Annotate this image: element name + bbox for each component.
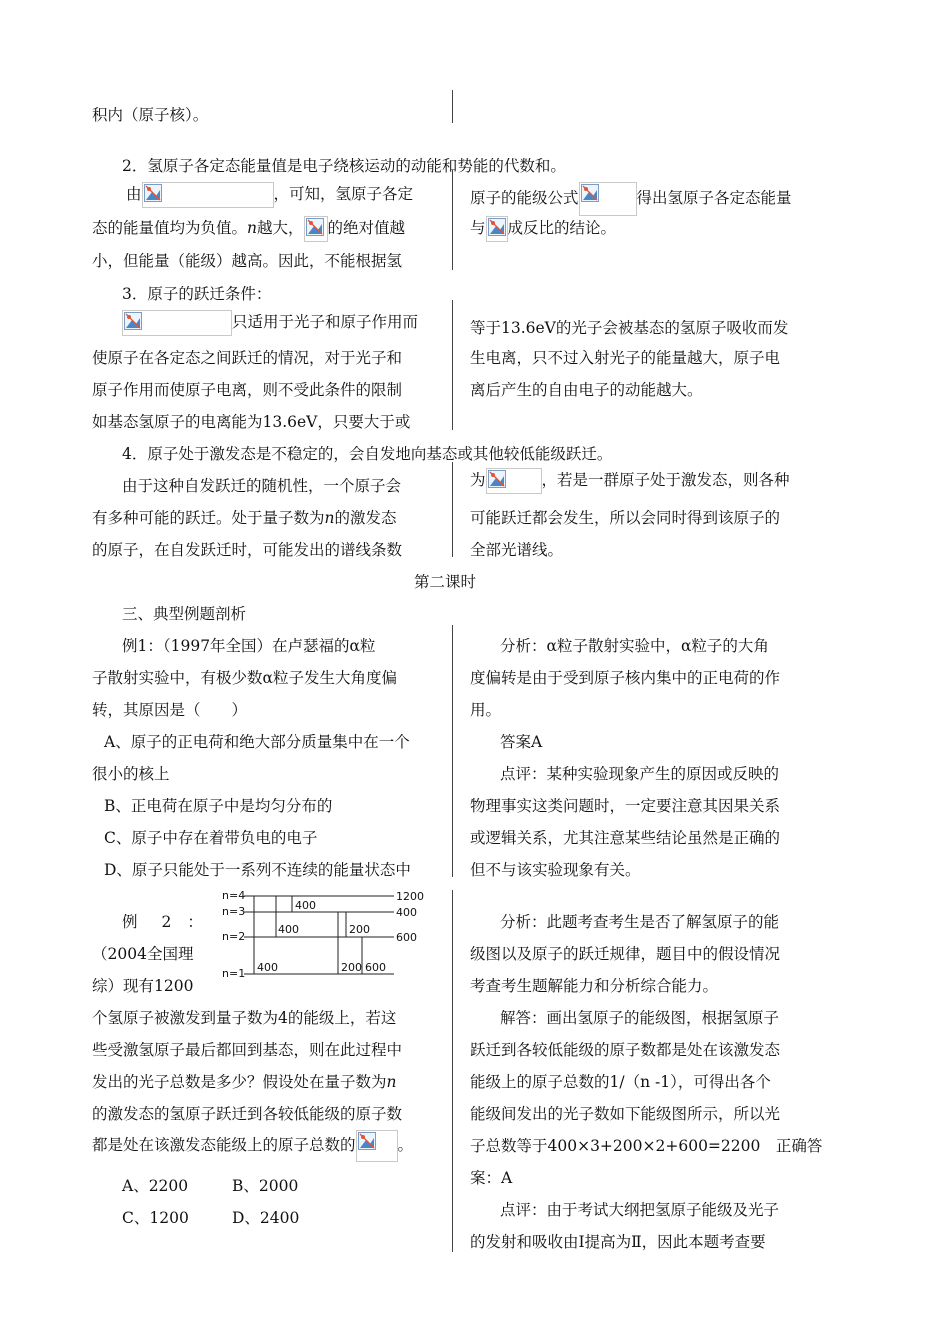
level-label: n=3 — [222, 905, 246, 918]
energy-label: 600 — [396, 931, 417, 944]
transition-count: 400 — [278, 923, 299, 936]
column-divider — [452, 300, 453, 430]
energy-label: 400 — [396, 906, 417, 919]
text-span: 原子的能级公式 — [470, 189, 579, 207]
formula-image — [142, 182, 274, 208]
example-1-line: 转，其原因是（ ） — [92, 701, 248, 719]
option-b: B、正电荷在原子中是均匀分布的 — [104, 797, 333, 815]
option-c: C、原子中存在着带负电的电子 — [104, 829, 318, 847]
point-4-heading: 4．原子处于激发态是不稳定的，会自发地向基态或其他较低能级跃迁。 — [122, 445, 613, 463]
broken-image-icon — [144, 184, 162, 202]
paragraph-line: 小，但能量（能级）越高。因此，不能根据氢 — [92, 252, 403, 270]
example-2-line: 些受激氢原子最后都回到基态，则在此过程中 — [92, 1041, 403, 1059]
paragraph-line: 的原子，在自发跃迁时，可能发出的谱线条数 — [92, 541, 403, 559]
section-heading: 三、典型例题剖析 — [122, 605, 247, 623]
text-span: 的激发态 — [334, 509, 397, 527]
paragraph-line: 可能跃迁都会发生，所以会同时得到该原子的 — [470, 509, 781, 527]
paragraph-line: 生电离，只不过入射光子的能量越大，原子电 — [470, 349, 781, 367]
option-d: D、2400 — [232, 1209, 300, 1227]
option-c: C、1200 — [122, 1209, 189, 1227]
solution-line: 子总数等于400×3+200×2+600=2200 正确答 — [470, 1137, 823, 1155]
level-label: n=1 — [222, 967, 246, 979]
broken-image-icon — [581, 184, 599, 202]
text-span: 越大， — [257, 219, 304, 237]
solution-line: 案：A — [470, 1169, 513, 1187]
text-span: 只适用于光子和原子作用而 — [232, 313, 419, 331]
text-span: ： — [187, 913, 203, 931]
paragraph-line — [122, 310, 418, 336]
option-a: A、2200 — [122, 1177, 189, 1195]
comment-line: 或逻辑关系，尤其注意某些结论虽然是正确的 — [470, 829, 781, 847]
text-span: ，可知，氢原子各定 — [273, 185, 414, 203]
example-2-line — [92, 1130, 413, 1162]
paragraph-line — [126, 182, 413, 208]
variable-n: n — [324, 509, 335, 527]
formula-image — [486, 216, 508, 242]
analysis-line: 度偏转是由于受到原子核内集中的正电荷的作 — [470, 669, 781, 687]
energy-level-diagram — [220, 887, 430, 979]
text-span: ，若是一群原子处于激发态，则各种 — [541, 471, 790, 489]
level-label: n=4 — [222, 889, 246, 902]
broken-image-icon — [358, 1132, 376, 1150]
comment-line: 的发射和吸收由Ⅰ提高为Ⅱ，因此本题考查要 — [470, 1233, 766, 1251]
option-a-cont: 很小的核上 — [92, 765, 170, 783]
analysis-line: 用。 — [470, 701, 502, 719]
section-title: 第二课时 — [414, 573, 477, 591]
broken-image-icon — [124, 312, 142, 330]
example-2-line: 的激发态的氢原子跃迁到各较低能级的原子数 — [92, 1105, 403, 1123]
column-divider — [452, 90, 453, 123]
paragraph-line — [470, 182, 792, 216]
solution-line: 能级上的原子总数的1/（n -1），可得出各个 — [470, 1073, 771, 1091]
option-d: D、原子只能处于一系列不连续的能量状态中 — [104, 861, 411, 879]
transition-count: 400 — [257, 961, 278, 974]
answer-line: 答案A — [500, 733, 543, 751]
formula-image — [304, 216, 328, 242]
text-span: 得出氢原子各定态能量 — [636, 189, 792, 207]
formula-image — [486, 468, 542, 494]
text-span: 态的能量值均为负值。 — [92, 219, 248, 237]
paragraph-line — [470, 216, 616, 242]
point-2-heading: 2．氢原子各定态能量值是电子绕核运动的动能和势能的代数和。 — [122, 157, 566, 175]
transition-count: 200 — [349, 923, 370, 936]
paragraph-line — [92, 216, 405, 242]
option-b: B、2000 — [232, 1177, 299, 1195]
paragraph-line: 由于这种自发跃迁的随机性，一个原子会 — [122, 477, 402, 495]
example-1-line: 例1：（1997年全国）在卢瑟福的α粒 — [122, 637, 376, 655]
analysis-line: 分析：α粒子散射实验中，α粒子的大角 — [500, 637, 769, 655]
paragraph-line: 等于13.6eV的光子会被基态的氢原子吸收而发 — [470, 319, 789, 337]
solution-line: 能级间发出的光子数如下能级图所示，所以光 — [470, 1105, 781, 1123]
comment-line: 但不与该实验现象有关。 — [470, 861, 641, 879]
solution-line: 跃迁到各较低能级的原子数都是处在该激发态 — [470, 1041, 781, 1059]
formula-image — [122, 310, 232, 336]
paragraph-line — [92, 508, 397, 528]
text-span: 发出的光子总数是多少？假设处在量子数为 — [92, 1073, 387, 1091]
paragraph-line: 积内（原子核）。 — [92, 106, 209, 124]
broken-image-icon — [306, 218, 324, 236]
text-span: 都是处在该激发态能级上的原子总数的 — [92, 1136, 356, 1154]
transition-count: 200 — [341, 961, 362, 974]
example-2-line: 综）现有1200 — [92, 977, 194, 995]
broken-image-icon — [488, 218, 506, 236]
text-span: 有多种可能的跃迁。处于量子数为 — [92, 509, 325, 527]
variable-n: n — [247, 219, 257, 237]
column-divider — [452, 462, 453, 557]
option-a: A、原子的正电荷和绝大部分质量集中在一个 — [104, 733, 410, 751]
paragraph-line: 如基态氢原子的电离能为13.6eV，只要大于或 — [92, 413, 411, 431]
energy-label: 1200 — [396, 890, 424, 903]
paragraph-line: 原子作用而使原子电离，则不受此条件的限制 — [92, 381, 403, 399]
example-2-label — [122, 912, 203, 932]
column-divider — [452, 170, 453, 270]
broken-image-icon — [488, 470, 506, 488]
paragraph-line: 离后产生的自由电子的动能越大。 — [470, 381, 703, 399]
example-2-line — [92, 1072, 397, 1092]
level-label: n=2 — [222, 930, 246, 943]
analysis-line: 考查考生题解能力和分析综合能力。 — [470, 977, 719, 995]
comment-line: 物理事实这类问题时，一定要注意其因果关系 — [470, 797, 781, 815]
text-span: 2 — [161, 913, 172, 931]
column-divider — [452, 625, 453, 877]
text-span: 成反比的结论。 — [507, 219, 617, 237]
paragraph-line: 使原子在各定态之间跃迁的情况，对于光子和 — [92, 349, 403, 367]
text-span: 为 — [470, 471, 486, 489]
example-1-line: 子散射实验中，有极少数α粒子发生大角度偏 — [92, 669, 397, 687]
paragraph-line: 全部光谱线。 — [470, 541, 564, 559]
formula-image — [579, 182, 637, 216]
example-2-line: 个氢原子被激发到量子数为4的能级上，若这 — [92, 1009, 397, 1027]
text-span: 。 — [397, 1136, 414, 1154]
text-span: 与 — [470, 219, 486, 237]
comment-line: 点评：某种实验现象产生的原因或反映的 — [500, 765, 780, 783]
solution-line: 解答：画出氢原子的能级图，根据氢原子 — [500, 1009, 780, 1027]
transition-count: 600 — [365, 961, 386, 974]
analysis-line: 级图以及原子的跃迁规律，题目中的假设情况 — [470, 945, 781, 963]
text-span: 由 — [126, 185, 142, 203]
point-3-heading: 3．原子的跃迁条件： — [122, 285, 272, 303]
analysis-line: 分析：此题考查考生是否了解氢原子的能 — [500, 913, 780, 931]
text-span: 例 — [122, 913, 138, 931]
variable-n: n — [386, 1073, 397, 1091]
column-divider — [452, 890, 453, 1252]
text-span: 的绝对值越 — [327, 219, 406, 237]
formula-image — [356, 1130, 398, 1162]
example-2-line: （2004全国理 — [92, 945, 194, 963]
paragraph-line — [470, 468, 790, 494]
transition-count: 400 — [295, 899, 316, 912]
comment-line: 点评：由于考试大纲把氢原子能级及光子 — [500, 1201, 780, 1219]
